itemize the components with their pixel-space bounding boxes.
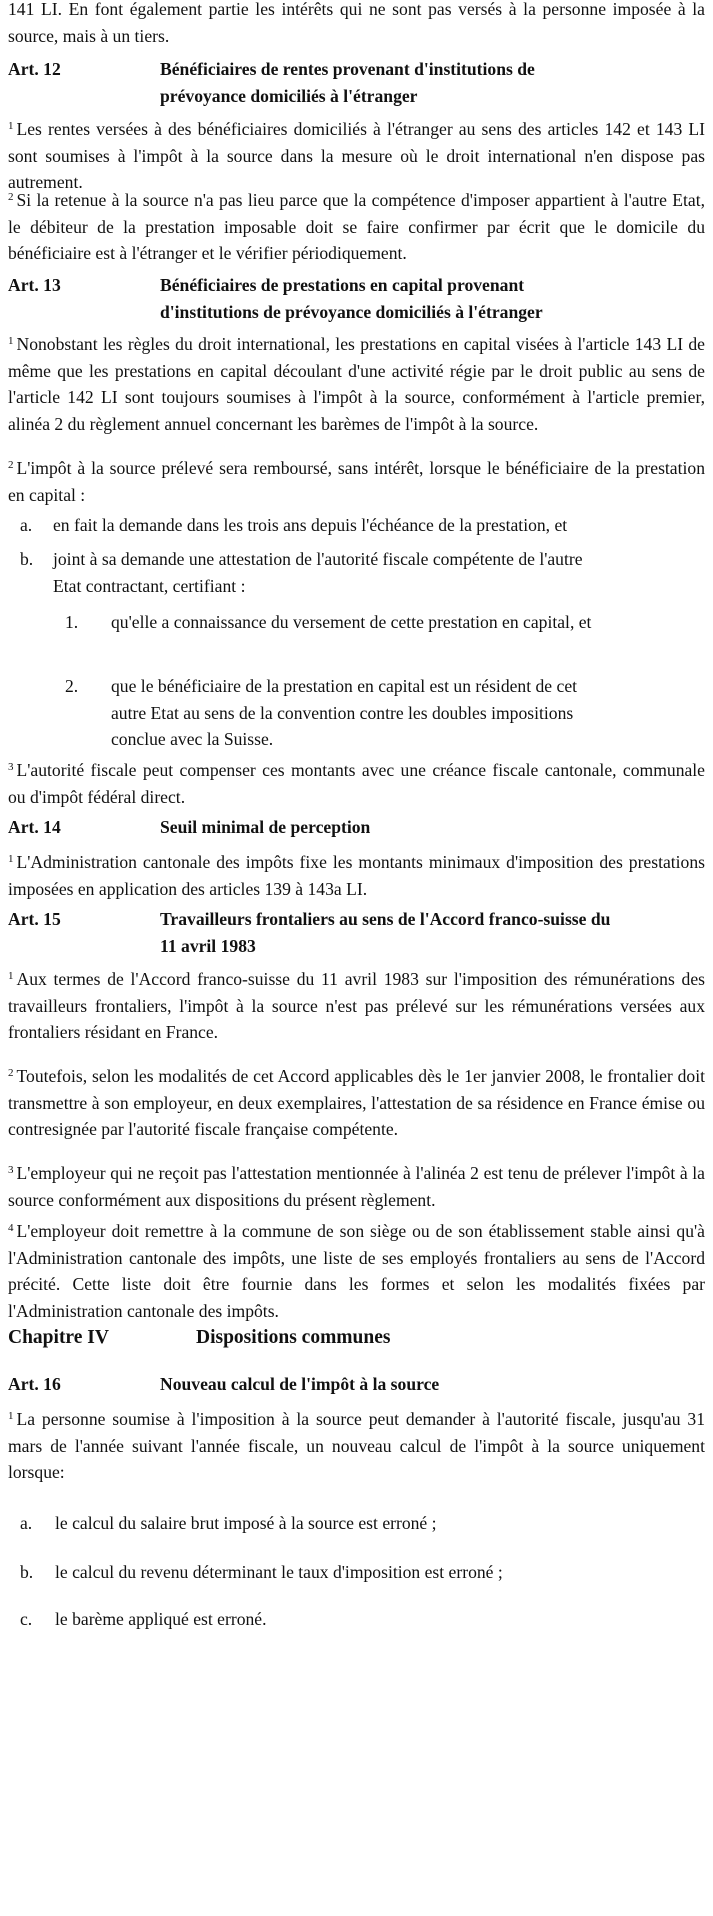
art12-title: Bénéficiaires de rentes provenant d'institutions de prévoyance domiciliés à l'étranger: [160, 59, 535, 106]
art12-heading: [8, 56, 705, 109]
art16-number: Art. 16: [8, 1374, 61, 1394]
chapter-heading: [8, 1325, 705, 1352]
art15-paragraph-1: $^1$ Aux termes de l'Accord franco-suisse du 11 avril 1983 sur l'imposition des rémunérations des travailleurs frontaliers, l'impôt à la source n'est pas prélevé sur les rémunérations versées aux frontaliers résidant en France.: [8, 969, 705, 1042]
art16-heading: [8, 1371, 705, 1398]
art16-title: Nouveau calcul de l'impôt à la source: [160, 1374, 440, 1394]
art13-list-item-b: b. joint à sa demande une attestation de l'autorité fiscale compétente de l'autre Etat contractant, certifiant :: [20, 549, 583, 596]
art16-paragraph-1: $^1$ La personne soumise à l'imposition à la source peut demander à l'autorité fiscale, jusqu'au 31 mars de l'année suivant l'année fiscale, un nouveau calcul de l'impôt à la source uniquement lorsque:: [8, 1409, 705, 1482]
art12-number: Art. 12: [8, 59, 61, 79]
art12-paragraph-2: $^2$ Si la retenue à la source n'a pas lieu parce que la compétence d'imposer appartient à l'autre Etat, le débiteur de la prestation imposable doit se faire confirmer par écrit que le domicile du bénéficiaire est à l'étranger et le vérifier périodiquement.: [8, 190, 705, 263]
art14-paragraph-1: $^1$ L'Administration cantonale des impôts fixe les montants minimaux d'imposition des prestations imposées en application des articles 139 à 143a LI.: [8, 852, 705, 899]
art13-paragraph-1: $^1$ Nonobstant les règles du droit international, les prestations en capital visées à l'article 143 LI de même que les prestations en capital découlant d'une activité régie par le droit public au sens de l'article 142 LI sont toujours soumises à l'impôt à la source, conformément à l'article premier, alinéa 2 du règlement annuel concernant les barèmes de l'impôt à la source.: [8, 334, 705, 434]
art15-paragraph-4: $^4$ L'employeur doit remettre à la commune de son siège ou de son établissement stable ainsi qu'à l'Administration cantonale des impôts, une liste de ses employés frontaliers au sens de l'Accord précité. Cette liste doit être fournie dans les formes et selon les modalités fixées par l'Administration cantonale des impôts.: [8, 1221, 705, 1321]
art14-title: Seuil minimal de perception: [160, 817, 371, 837]
art13-list-item-b2: 2. que le bénéficiaire de la prestation en capital est un résident de cet autre Etat au sens de la convention contre les doubles impositions conclue avec la Suisse.: [65, 676, 578, 749]
art15-title: Travailleurs frontaliers au sens de l'Accord franco-suisse du 11 avril 1983: [160, 909, 611, 956]
art12-paragraph-1: $^1$ Les rentes versées à des bénéficiaires domiciliés à l'étranger au sens des articles 142 et 143 LI sont soumises à l'impôt à la source dans la mesure où le droit international n'en dispose pas autrement.: [8, 119, 705, 192]
art15-paragraph-3: $^3$ L'employeur qui ne reçoit pas l'attestation mentionnée à l'alinéa 2 est tenu de prélever l'impôt à la source conformément aux dispositions du présent règlement.: [8, 1163, 705, 1210]
art13-title: Bénéficiaires de prestations en capital provenant d'institutions de prévoyance domiciliés à l'étranger: [160, 275, 543, 322]
art16-list-item-c: c. le barème appliqué est erroné.: [20, 1609, 267, 1629]
art15-paragraph-2: $^2$ Toutefois, selon les modalités de cet Accord applicables dès le 1er janvier 2008, le frontalier doit transmettre à son employeur, en deux exemplaires, l'attestation de sa résidence en France émise ou contresignée par l'autorité fiscale française compétente.: [8, 1066, 705, 1139]
art13-paragraph-2: $^2$ L'impôt à la source prélevé sera remboursé, sans intérêt, lorsque le bénéficiaire de la prestation en capital :: [8, 458, 705, 505]
chapter-number: Chapitre IV: [8, 1327, 109, 1348]
art13-number: Art. 13: [8, 275, 61, 295]
art13-heading: [8, 272, 705, 325]
art16-list-item-b: b. le calcul du revenu déterminant le taux d'imposition est erroné ;: [20, 1562, 503, 1582]
chapter-title: Dispositions communes: [196, 1327, 391, 1348]
art13-paragraph-3: $^3$ L'autorité fiscale peut compenser ces montants avec une créance fiscale cantonale, communale ou d'impôt fédéral direct.: [8, 760, 705, 807]
art13-list-item-b1: 1. qu'elle a connaissance du versement de cette prestation en capital, et: [65, 612, 592, 632]
art16-list-item-a: a. le calcul du salaire brut imposé à la source est erroné ;: [20, 1513, 437, 1533]
intro-paragraph: 141 LI. En font également partie les intérêts qui ne sont pas versés à la personne imposée à la source, mais à un tiers.: [8, 0, 705, 46]
art13-list-item-a: a. en fait la demande dans les trois ans depuis l'échéance de la prestation, et: [20, 515, 568, 535]
art15-heading: [8, 906, 705, 959]
art15-number: Art. 15: [8, 909, 61, 929]
art14-number: Art. 14: [8, 817, 61, 837]
art14-heading: [8, 814, 705, 841]
